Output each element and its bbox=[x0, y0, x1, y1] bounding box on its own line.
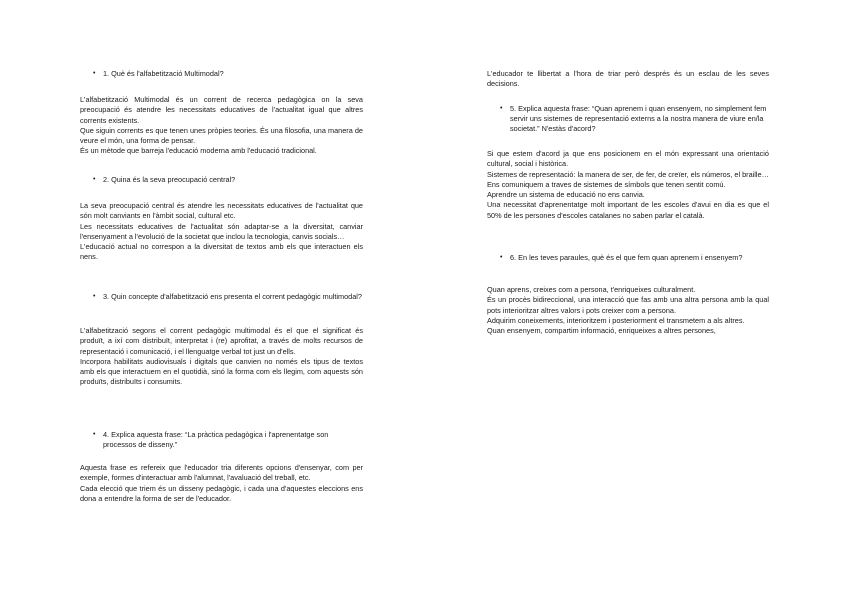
bullet: • bbox=[500, 254, 503, 261]
paragraph: Aprendre un sistema de educació no ens canvia. bbox=[487, 190, 645, 200]
paragraph: La seva preocupació central és atendre les necessitats educatives de l'actualitat que són molt canviants en l'àmbit social, cultural etc. bbox=[80, 201, 363, 221]
answer-4 bbox=[80, 463, 363, 504]
question-text: 1. Què és l'alfabetització Multimodal? bbox=[103, 69, 224, 78]
answer-2 bbox=[80, 201, 363, 263]
bullet: • bbox=[93, 70, 96, 77]
paragraph: L'educació actual no correspon a la diversitat de textos amb els que interactuen els nens. bbox=[80, 242, 363, 262]
bullet: • bbox=[93, 176, 96, 183]
paragraph: L'alfabetització Multimodal és un corrent de recerca pedagògica on la seva preocupació és atendre les necessitats educatives de l'actualitat igual que altres corrents existents. bbox=[80, 95, 363, 125]
paragraph: Incorpora habilitats audiovisuals i digitals que canvien no només els tipus de textos amb els que interactuem en el quotidià, sinó la forma com els llegim, com aquests són produïts, distribuïts i consumits. bbox=[80, 356, 363, 387]
paragraph: Ens comuniquem a traves de sistemes de símbols que tenen sentit comú. bbox=[487, 179, 726, 189]
paragraph: Adquirim coneixements, interioritzem i posteriorment el transmetem a als altres. bbox=[487, 315, 745, 325]
paragraph: Quan ensenyem, compartim informació, enriqueixes a altres persones, bbox=[487, 326, 716, 336]
paragraph: Que siguin corrents es que tenen unes pròpies teories. És una filosofia, una manera de veure el món, una forma de pensar. bbox=[80, 125, 363, 146]
paragraph: Sistemes de representació: la manera de ser, de fer, de creïer, els números, el braille… bbox=[487, 169, 769, 179]
answer-1 bbox=[80, 95, 363, 157]
bullet: • bbox=[500, 105, 503, 112]
question-text: 4. Explica aquesta frase: “La pràctica pedagògica i l'aprenentatge son processos de disseny.” bbox=[103, 430, 329, 449]
answer-5 bbox=[487, 149, 769, 221]
question-6 bbox=[487, 253, 769, 263]
question-5 bbox=[487, 104, 769, 134]
answer-3 bbox=[80, 326, 363, 388]
question-1 bbox=[80, 69, 363, 79]
bullet: • bbox=[93, 293, 96, 300]
paragraph: És un procès bidireccional, una interacció que fas amb una altra persona amb la qual pots interioritzar altres valors i pots creixer com a persona. bbox=[487, 295, 769, 315]
paragraph: És un mètode que barreja l'educació moderna amb l'educació tradicional. bbox=[80, 146, 317, 156]
question-4 bbox=[80, 430, 363, 450]
paragraph: L'educador te llibertat a l'hora de triar però després és un esclau de les seves decisions. bbox=[487, 69, 769, 89]
question-2 bbox=[80, 175, 363, 185]
paragraph: Les necessitats educatives de l'actualitat són adaptar-se a la diversitat, canviar l'ensenyament a l'evolució de la societat que inclou la tecnologia, canvis socials… bbox=[80, 221, 363, 241]
answer-6 bbox=[487, 285, 769, 336]
question-text: 5. Explica aquesta frase: “Quan aprenem i quan ensenyem, no simplement fem servir uns sistemes de representació externs a la nostra manera de viure en/la societat.” N'estàs d'acord? bbox=[510, 104, 767, 133]
paragraph: Quan aprens, creixes com a persona, t'enriqueixes culturalment. bbox=[487, 285, 696, 294]
question-3 bbox=[80, 292, 363, 302]
paragraph: L'alfabetització segons el corrent pedagògic multimodal és el que el significat és produït, a ixí com distribuït, interpretat i (re) aprofitat, a través de molts recursos de representació i comunicació, i el llenguatge verbal tot just un d'ells. bbox=[80, 326, 363, 356]
answer-4-continued bbox=[487, 69, 769, 90]
question-text: 3. Quin concepte d'alfabetització ens presenta el corrent pedagògic multimodal? bbox=[103, 292, 362, 301]
bullet: • bbox=[93, 431, 96, 438]
paragraph: Si que estem d'acord ja que ens posicionem en el món expressant una orientació cultural, social i històrica. bbox=[487, 149, 769, 169]
paragraph: Cada elecció que triem és un disseny pedagògic, i cada una d'aquestes eleccions ens dona a entendre la forma de ser de l'educador. bbox=[80, 483, 363, 503]
question-text: 6. En les teves paraules, què és el que fem quan aprenem i ensenyem? bbox=[510, 253, 743, 262]
paragraph: Aquesta frase es refereix que l'educador tria diferents opcions d'ensenyar, com per exemple, formes d'interactuar amb l'alumnat, l'avaluació del treball, etc. bbox=[80, 463, 363, 483]
question-text: 2. Quina és la seva preocupació central? bbox=[103, 175, 236, 184]
paragraph: Una necessitat d'aprenentatge molt important de les escoles d'avui en dia es que el 50% de les persones d'escoles catalanes no saben parlar el català. bbox=[487, 200, 769, 220]
